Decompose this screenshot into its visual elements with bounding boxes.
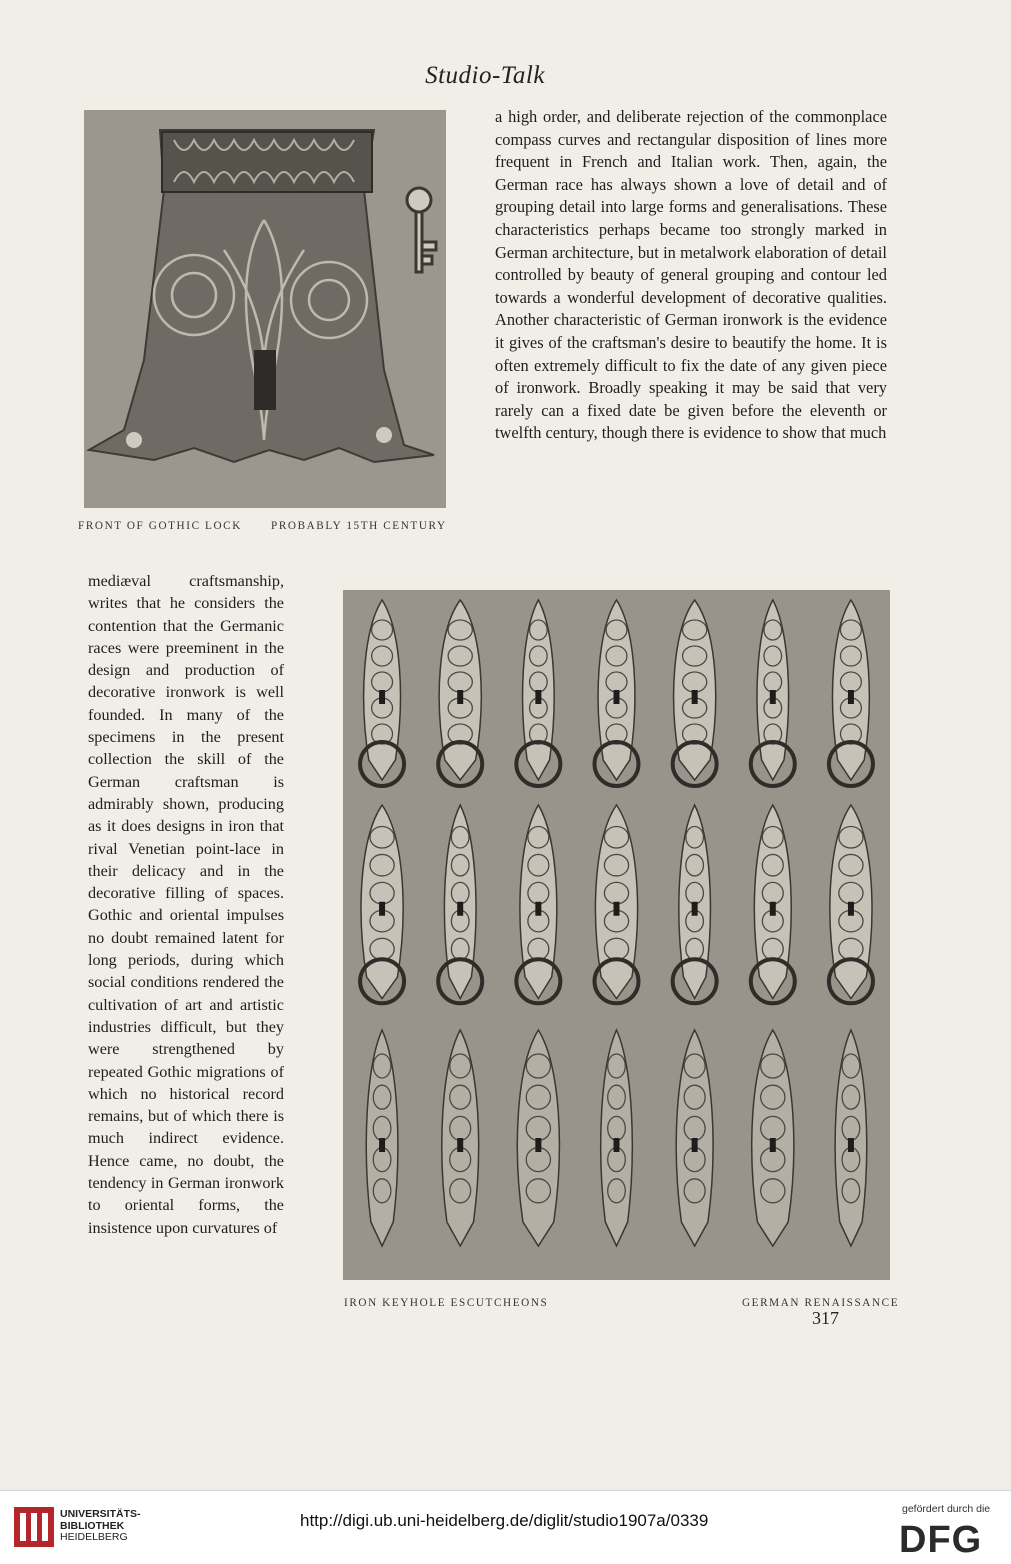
keyhole-escutcheons-photo <box>343 590 890 1280</box>
library-name <box>60 1509 141 1544</box>
escutcheons-caption-right: GERMAN RENAISSANCE <box>742 1297 900 1309</box>
running-title: Studio-Talk <box>425 62 545 89</box>
escutcheons-caption-left: IRON KEYHOLE ESCUTCHEONS <box>344 1297 549 1309</box>
library-line-1: UNIVERSITÄTS- <box>60 1508 141 1520</box>
funding-label: gefördert durch die <box>902 1503 991 1515</box>
source-url-link[interactable]: http://digi.ub.uni-heidelberg.de/diglit/studio1907a/0339 <box>300 1511 709 1530</box>
right-column-text: a high order, and deliberate rejection of the commonplace compass curves and rectangular disposition of lines more frequent in French and Italian work. Then, again, the German race has always shown a love of detail and of grouping detail into large forms and generalisations. These characteristics perhaps became too strongly marked in German architecture, but in metalwork elaboration of detail controlled by beauty of general grouping and contour led towards a wonderful development of decorative qualities. Another characteristic of German ironwork is the evidence it gives of the craftsman's desire to beautify the home. It is often extremely difficult to fix the date of any given piece of ironwork. Broadly speaking it may be said that very rarely can a fixed date be given before the eleventh or twelfth century, though there is evidence to show that much <box>495 107 887 443</box>
library-logo-icon <box>14 1507 54 1547</box>
dfg-logo: DFG <box>899 1519 983 1561</box>
page-number: 317 <box>812 1308 839 1328</box>
lock-caption-right: PROBABLY 15TH CENTURY <box>271 520 447 532</box>
library-line-3: HEIDELBERG <box>60 1531 128 1543</box>
lock-caption-left: FRONT OF GOTHIC LOCK <box>78 520 242 532</box>
left-column-text: mediæval craftsmanship, writes that he considers the contention that the Germanic races were preeminent in the design and production of decorative ironwork is well founded. In many of the specimens in the present collection the skill of the German craftsman is admirably shown, producing as it does designs in iron that rival Venetian point-lace in their delicacy and in the decorative filling of spaces. Gothic and oriental impulses no doubt remained latent for long periods, during which social conditions rendered the cultivation of art and artistic industries difficult, but they were strengthened by repeated Gothic migrations of which no historical record remains, but of which there is much indirect evidence. Hence came, no doubt, the tendency in German ironwork to oriental forms, the insistence upon curvatures of <box>88 572 284 1237</box>
digitization-footer <box>0 1490 1011 1564</box>
gothic-lock-photo <box>84 110 446 508</box>
library-line-2: BIBLIOTHEK <box>60 1519 125 1532</box>
